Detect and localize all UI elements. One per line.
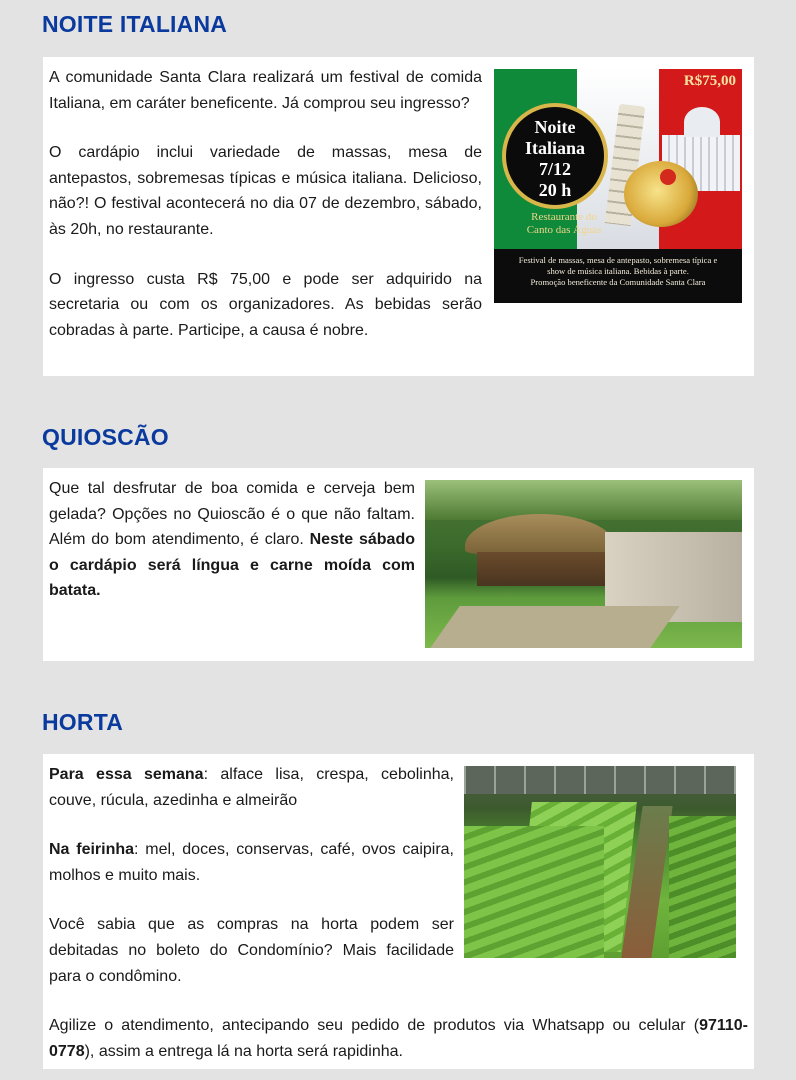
poster-title-line: 20 h (538, 180, 572, 200)
poster-description (498, 255, 738, 288)
section-title-horta: HORTA (42, 709, 124, 735)
trees-icon (425, 480, 742, 520)
greenhouse-roof-icon (464, 766, 736, 794)
horta-phone-number: 97110-0778 (49, 1017, 748, 1060)
card-quioscao (43, 468, 754, 661)
poster-venue (508, 211, 620, 237)
lettuce-bed-icon (464, 826, 604, 958)
noite-italiana-poster (494, 69, 742, 303)
horta-contact-end: ), assim a entrega lá na horta será rapidinha. (84, 1042, 403, 1060)
poster-desc-line: show de música italiana. Bebidas à parte. (547, 266, 689, 276)
poster-venue-line: Restaurante do (531, 211, 597, 223)
poster-desc-line: Festival de massas, mesa de antepasto, sobremesa típica e (518, 255, 718, 265)
quioscao-text: Que tal desfrutar de boa comida e cerveja bem gelada? Opções no Quioscão é o que não faltam. Além do bom atendimento, é claro. (49, 480, 415, 549)
section-title-quioscao: QUIOSCÃO (42, 424, 169, 450)
card-noite-italiana (43, 57, 754, 376)
horta-feirinha-items: : mel, doces, conservas, café, ovos caipira, molhos e muito mais. (49, 841, 454, 884)
horta-week-items: : alface lisa, crespa, cebolinha, couve, rúcula, azedinha e almeirão (49, 766, 454, 809)
poster-venue-line: Canto das Águas (526, 224, 602, 236)
poster-title-line: Noite (534, 117, 576, 137)
horta-contact-text: Agilize o atendimento, antecipando seu pedido de produtos via Whatsapp ou celular ( (49, 1017, 700, 1035)
poster-title-line: 7/12 (538, 159, 571, 179)
poster-price: R$75,00 (683, 73, 736, 89)
dome-icon (684, 107, 720, 137)
section-title-noite-italiana: NOITE ITALIANA (42, 11, 228, 37)
noite-paragraph-1: A comunidade Santa Clara realizará um festival de comida Italiana, em caráter beneficente. Já comprou seu ingresso? (49, 69, 482, 112)
horta-photo (464, 766, 736, 958)
card-horta (43, 754, 754, 1069)
lettuce-bed-icon (669, 816, 736, 958)
horta-week-label: Para essa semana (49, 766, 204, 783)
horta-paragraph-4 (49, 1013, 748, 1064)
thatched-roof-icon (465, 514, 615, 554)
horta-feirinha-label: Na feirinha (49, 841, 135, 859)
noite-paragraph-2: O cardápio inclui variedade de massas, mesa de antepastos, sobremesas típicas e música italiana. Delicioso, não?! O festival acontecerá no dia 07 de dezembro, sábado, às 20h, no restaurante. (49, 144, 482, 238)
quioscao-photo (425, 480, 742, 648)
walkway-icon (430, 606, 679, 648)
kiosk-hut-icon (477, 552, 605, 586)
quioscao-menu-highlight: Neste sábado o cardápio será língua e carne moída com batata. (49, 531, 416, 600)
poster-title-circle (502, 103, 608, 209)
noite-paragraph-3: O ingresso custa R$ 75,00 e pode ser adquirido na secretaria ou com os organizadores. As bebidas serão cobradas à parte. Participe, a causa é nobre. (49, 270, 482, 339)
horta-paragraph-3: Você sabia que as compras na horta podem ser debitadas no boleto do Condomínio? Mais facilidade para o condômino. (49, 916, 454, 985)
poster-desc-line: Promoção beneficente da Comunidade Santa Clara (530, 277, 706, 287)
poster-title-line: Italiana (524, 138, 585, 158)
tomato-icon (660, 169, 676, 185)
